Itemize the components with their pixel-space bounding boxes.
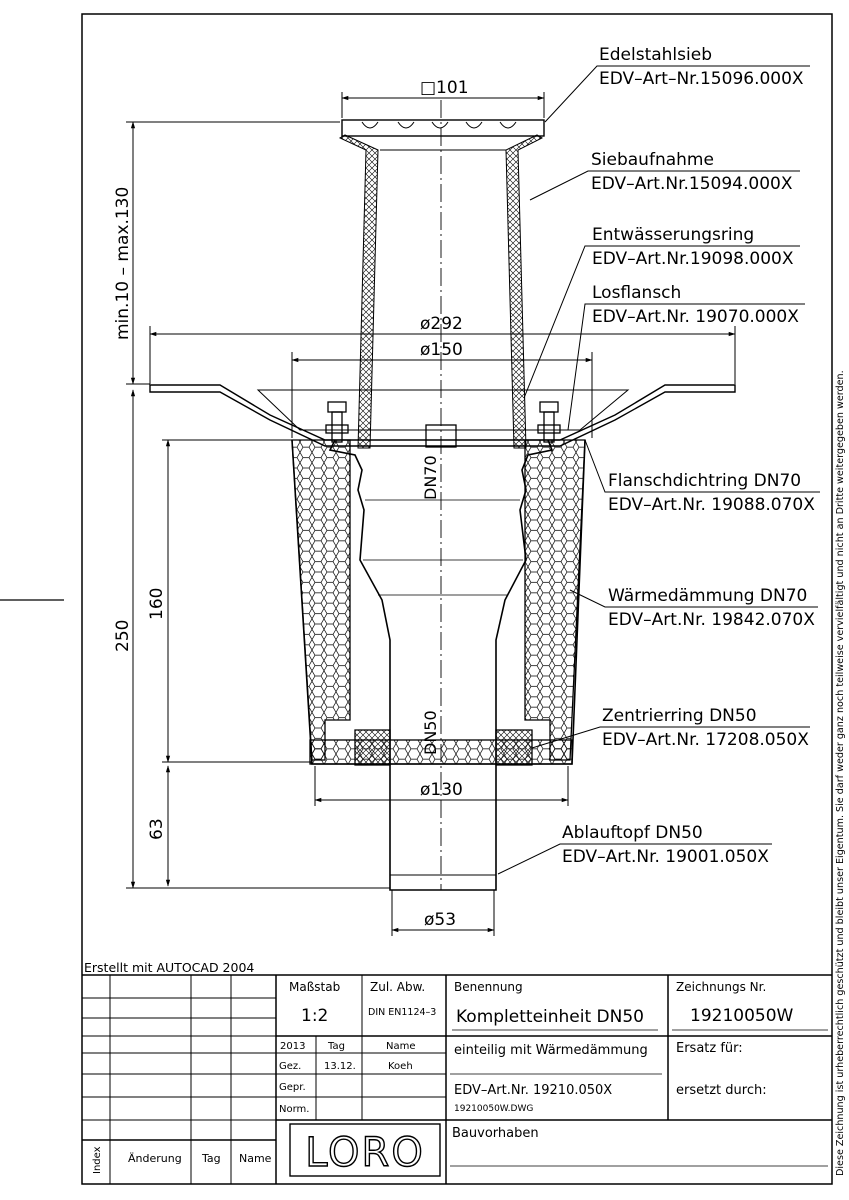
rev-index: Index (92, 1146, 103, 1174)
year: 2013 (280, 1041, 306, 1052)
svg-text:Flanschdichtring DN70: Flanschdichtring DN70 (608, 471, 802, 491)
svg-text:Entwässerungsring: Entwässerungsring (592, 225, 755, 245)
benennung-label: Benennung (454, 980, 523, 994)
rev-name: Name (239, 1152, 272, 1165)
rev-aenderung: Änderung (128, 1152, 182, 1165)
svg-text:Ablauftopf DN50: Ablauftopf DN50 (562, 823, 703, 843)
gez-date: 13.12. (324, 1061, 356, 1072)
callout-ablauftopf (562, 823, 769, 867)
centering-ring (355, 730, 390, 765)
label-dn50: DN50 (421, 710, 440, 755)
label-dn70: DN70 (421, 455, 440, 500)
title-block-texts (84, 960, 794, 1176)
loro-logo: LORO (305, 1130, 425, 1176)
sieve-receiver (340, 135, 378, 448)
name-label: Name (386, 1041, 416, 1052)
svg-text:EDV–Art.Nr. 19842.070X: EDV–Art.Nr. 19842.070X (608, 610, 815, 630)
callout-siebaufnahme (591, 150, 793, 194)
svg-text:Siebaufnahme: Siebaufnahme (591, 150, 714, 170)
svg-text:Wärmedämmung DN70: Wärmedämmung DN70 (608, 586, 808, 606)
callout-waermedaemmung (608, 586, 815, 630)
svg-text:Edelstahlsieb: Edelstahlsieb (599, 45, 712, 65)
tag-label: Tag (328, 1041, 345, 1052)
zul-abw-label: Zul. Abw. (370, 980, 426, 994)
description: einteilig mit Wärmedämmung (454, 1043, 648, 1058)
dimension-texts (113, 78, 469, 930)
callout-edelstahlsieb (599, 45, 804, 89)
dim-63: 63 (147, 818, 167, 840)
svg-text:Zentrierring DN50: Zentrierring DN50 (602, 706, 757, 726)
gepr-label: Gepr. (279, 1082, 306, 1093)
callout-zentrierring (602, 706, 809, 750)
zeichnungs-nr-value: 19210050W (690, 1006, 794, 1026)
svg-text:EDV–Art.Nr. 17208.050X: EDV–Art.Nr. 17208.050X (602, 730, 809, 750)
dim-height-range: min.10 – max.130 (113, 186, 133, 340)
gez-label: Gez. (279, 1061, 302, 1072)
dwg-file: 19210050W.DWG (454, 1104, 534, 1114)
callouts (562, 45, 815, 867)
svg-text:Losflansch: Losflansch (592, 283, 682, 303)
created-with: Erstellt mit AUTOCAD 2004 (84, 960, 255, 975)
callout-losflansch (592, 283, 799, 327)
insulation-left (292, 440, 350, 760)
rev-tag: Tag (202, 1152, 221, 1165)
gez-name: Koeh (388, 1061, 413, 1072)
benennung-value: Kompletteinheit DN50 (456, 1007, 644, 1027)
dim-150: ø150 (420, 340, 463, 360)
norm-label: Norm. (279, 1104, 310, 1115)
svg-text:EDV–Art.Nr. 19088.070X: EDV–Art.Nr. 19088.070X (608, 495, 815, 515)
svg-text:EDV–Art.Nr. 19070.000X: EDV–Art.Nr. 19070.000X (592, 307, 799, 327)
bolt-left (326, 402, 348, 442)
zeichnungs-nr-label: Zeichnungs Nr. (676, 980, 767, 994)
edv-art: EDV–Art.Nr. 19210.050X (454, 1083, 613, 1098)
svg-text:EDV–Art–Nr.15096.000X: EDV–Art–Nr.15096.000X (599, 69, 804, 89)
bolt-right (538, 402, 560, 442)
massstab-value: 1:2 (301, 1006, 329, 1026)
ersetzt-durch: ersetzt durch: (676, 1083, 767, 1098)
massstab-label: Maßstab (289, 980, 341, 994)
insulation-right (525, 440, 585, 760)
copyright-note: Diese Zeichnung ist urheberrechtlich geschützt und bleibt unser Eigentum. Sie darf weder ganz noch teilweise vervielfältigt und nicht an Dritte weitergegeben werden. (835, 370, 846, 1176)
bauvorhaben: Bauvorhaben (452, 1126, 539, 1141)
flange-plate (150, 385, 735, 446)
svg-text:EDV–Art.Nr.15094.000X: EDV–Art.Nr.15094.000X (591, 174, 793, 194)
svg-text:EDV–Art.Nr. 19001.050X: EDV–Art.Nr. 19001.050X (562, 847, 769, 867)
dim-53: ø53 (424, 910, 457, 930)
callout-flanschdichtring (608, 471, 815, 515)
svg-text:EDV–Art.Nr.19098.000X: EDV–Art.Nr.19098.000X (592, 249, 794, 269)
dim-250: 250 (113, 619, 133, 652)
ersatz-fuer: Ersatz für: (676, 1041, 743, 1056)
dim-101: □101 (420, 78, 469, 98)
callout-entwaesserungsring (592, 225, 794, 269)
dim-160: 160 (147, 587, 167, 620)
dim-292: ø292 (420, 314, 463, 334)
zul-abw-value: DIN EN1124–3 (368, 1007, 437, 1018)
dim-130: ø130 (420, 780, 463, 800)
